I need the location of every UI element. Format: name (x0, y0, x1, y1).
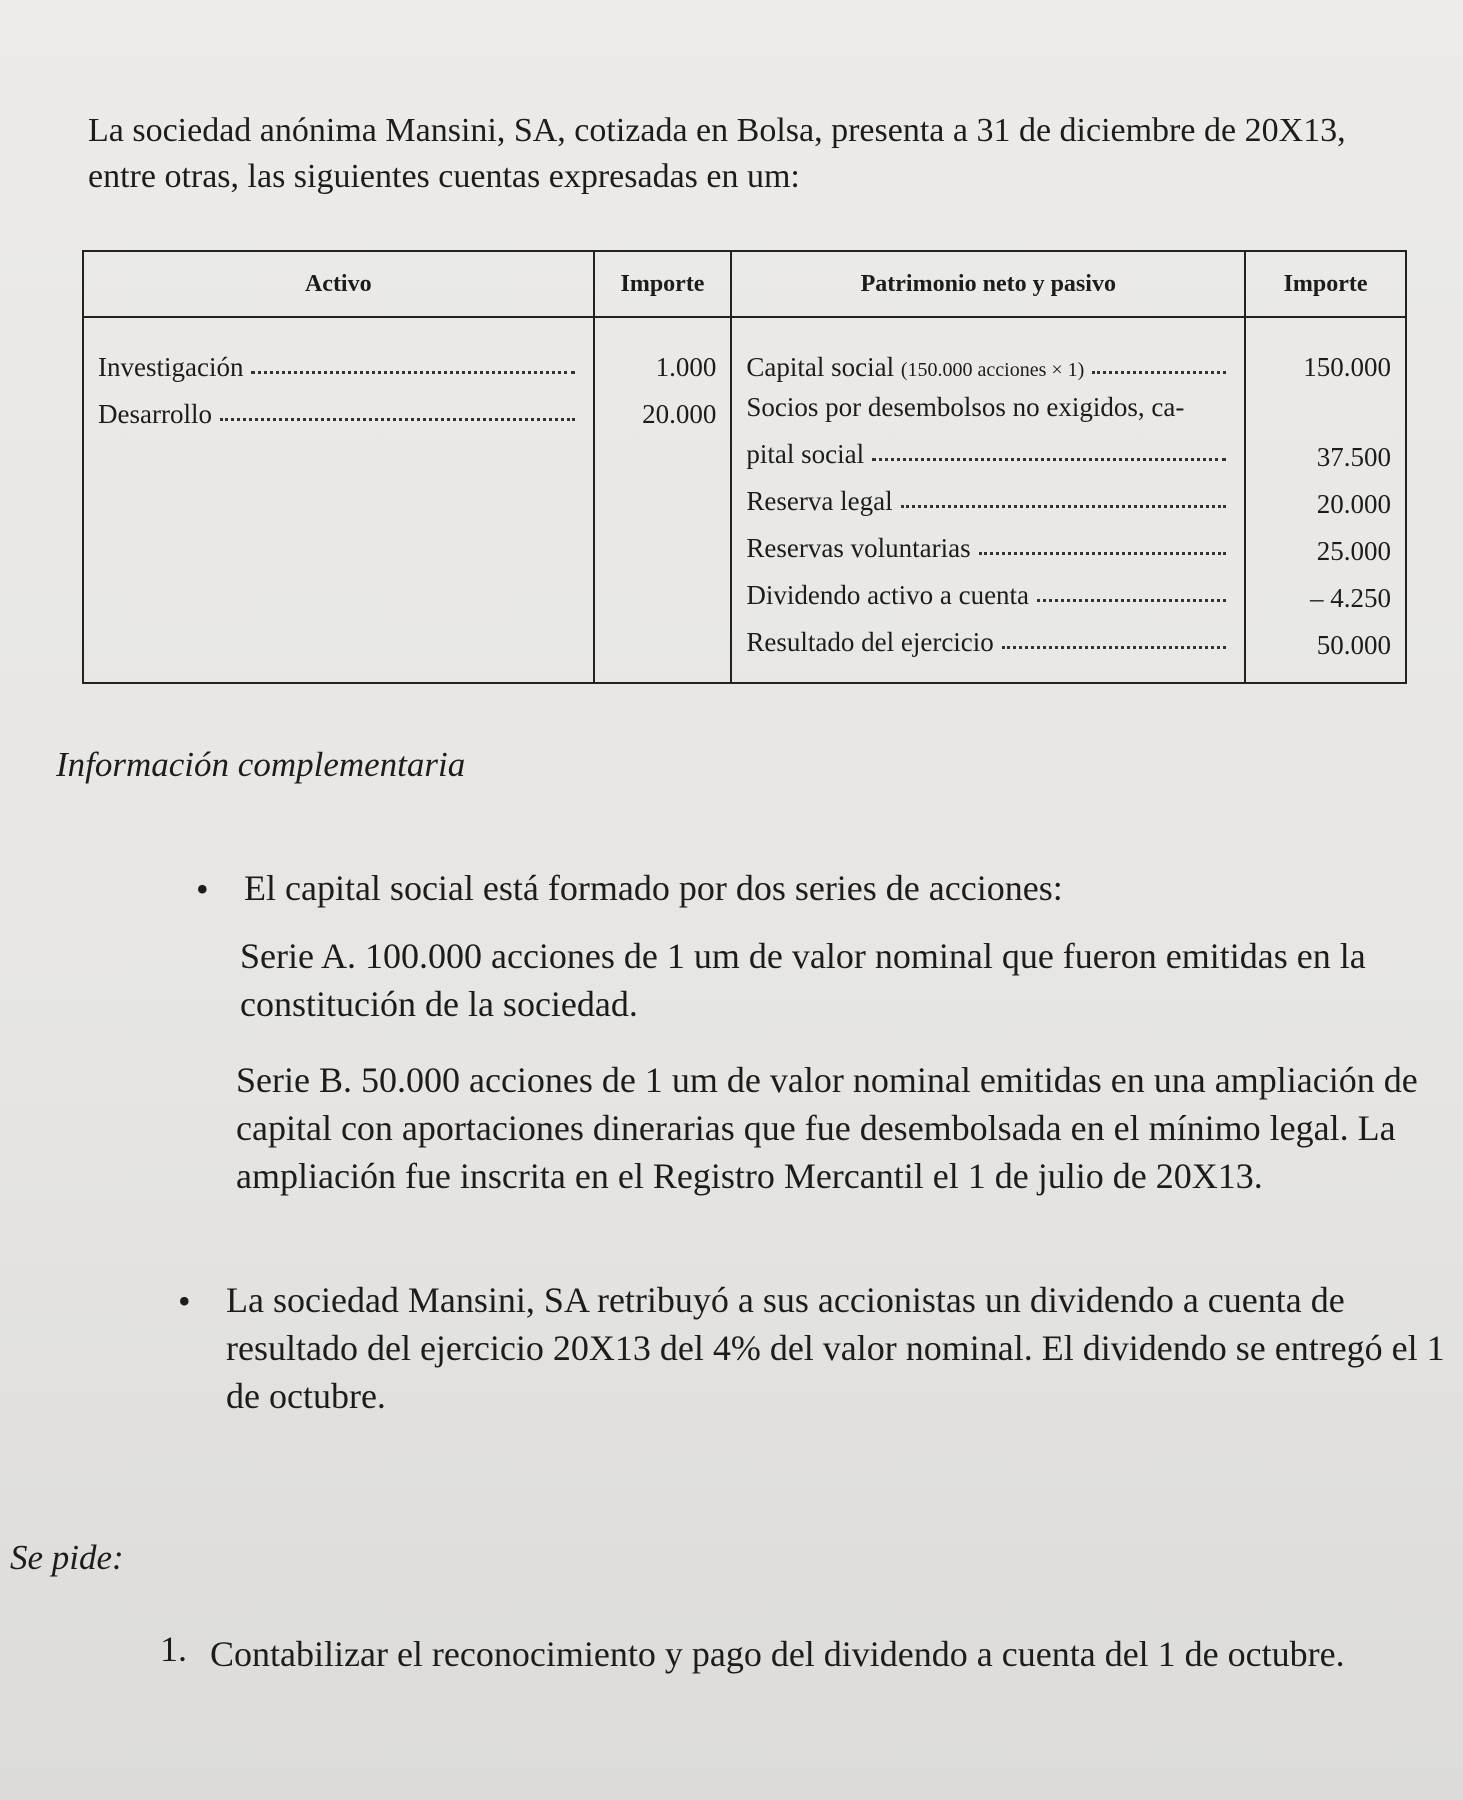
leader-dots (979, 552, 1227, 555)
patrimonio-row (746, 517, 1230, 564)
patrimonio-amount: – 4.250 (1310, 583, 1391, 613)
table-body-row (83, 317, 1406, 683)
activo-row (98, 383, 579, 430)
patrimonio-row (746, 336, 1230, 383)
bullet-capital-social: El capital social está formado por dos series de acciones: (244, 868, 1063, 908)
serie-b-paragraph: Serie B. 50.000 acciones de 1 um de valor nominal emitidas en una ampliación de capital con aportaciones dinerarias que fue desembolsada en el mínimo legal. La ampliación fue inscrita en el Registro Mercantil el 1 de julio de 20X13. (236, 1060, 1418, 1196)
patrimonio-label: Reserva legal (746, 486, 893, 516)
patrimonio-label: pital social (746, 439, 865, 469)
patrimonio-label: Resultado del ejercicio (746, 627, 994, 657)
activo-amount: 1.000 (655, 352, 717, 382)
leader-dots (1092, 371, 1226, 374)
header-patrimonio: Patrimonio neto y pasivo (731, 251, 1245, 317)
patrimonio-label: Reservas voluntarias (746, 533, 971, 563)
patrimonio-amount: 37.500 (1316, 442, 1391, 472)
header-importe-activo: Importe (594, 251, 732, 317)
header-importe-patrimonio: Importe (1245, 251, 1406, 317)
patrimonio-cell (731, 317, 1245, 683)
leader-dots (1037, 599, 1226, 602)
patrimonio-row (746, 383, 1230, 470)
importe-patrimonio-cell (1245, 317, 1406, 683)
patrimonio-row (746, 470, 1230, 517)
leader-dots (872, 458, 1226, 461)
leader-dots (901, 505, 1227, 508)
bullet-icon: • (178, 1281, 191, 1321)
requirement-number: 1. (160, 1629, 187, 1669)
leader-dots (251, 371, 574, 374)
patrimonio-label (746, 352, 1084, 383)
patrimonio-row (746, 611, 1230, 658)
accounts-table (82, 250, 1407, 684)
header-activo: Activo (83, 251, 594, 317)
patrimonio-amount: 50.000 (1316, 630, 1391, 660)
se-pide-heading: Se pide: (10, 1538, 124, 1577)
activo-row (98, 336, 579, 383)
activo-cell (83, 317, 594, 683)
patrimonio-amount: 25.000 (1316, 536, 1391, 566)
intro-paragraph: La sociedad anónima Mansini, SA, cotizada en Bolsa, presenta a 31 de diciembre de 20X13, entre otras, las siguientes cuentas expresadas en um: (88, 112, 1346, 195)
patrimonio-amount: 20.000 (1316, 489, 1391, 519)
bullet-dividendo: La sociedad Mansini, SA retribuyó a sus accionistas un dividendo a cuenta de resultado del ejercicio 20X13 del 4% del valor nominal. El dividendo se entregó el 1 de octubre. (226, 1280, 1445, 1416)
importe-activo-cell (594, 317, 732, 683)
serie-a-paragraph: Serie A. 100.000 acciones de 1 um de valor nominal que fueron emitidas en la constitución de la sociedad. (240, 936, 1366, 1024)
patrimonio-amount: 150.000 (1303, 352, 1391, 382)
activo-label: Investigación (98, 352, 244, 382)
activo-label: Desarrollo (98, 399, 212, 429)
requirement-text: Contabilizar el reconocimiento y pago del dividendo a cuenta del 1 de octubre. (210, 1634, 1345, 1674)
info-title: Información complementaria (56, 745, 466, 784)
patrimonio-label: Dividendo activo a cuenta (746, 580, 1030, 610)
bullet-icon: • (196, 869, 209, 909)
patrimonio-row (746, 564, 1230, 611)
leader-dots (220, 418, 575, 421)
table-header-row (83, 251, 1406, 317)
leader-dots (1002, 646, 1226, 649)
patrimonio-label-text: Capital social (746, 352, 895, 382)
activo-amount: 20.000 (642, 399, 717, 429)
patrimonio-label-line1: Socios por desembolsos no exigidos, ca- (746, 392, 1185, 422)
patrimonio-label-note: (150.000 acciones × 1) (900, 359, 1085, 381)
